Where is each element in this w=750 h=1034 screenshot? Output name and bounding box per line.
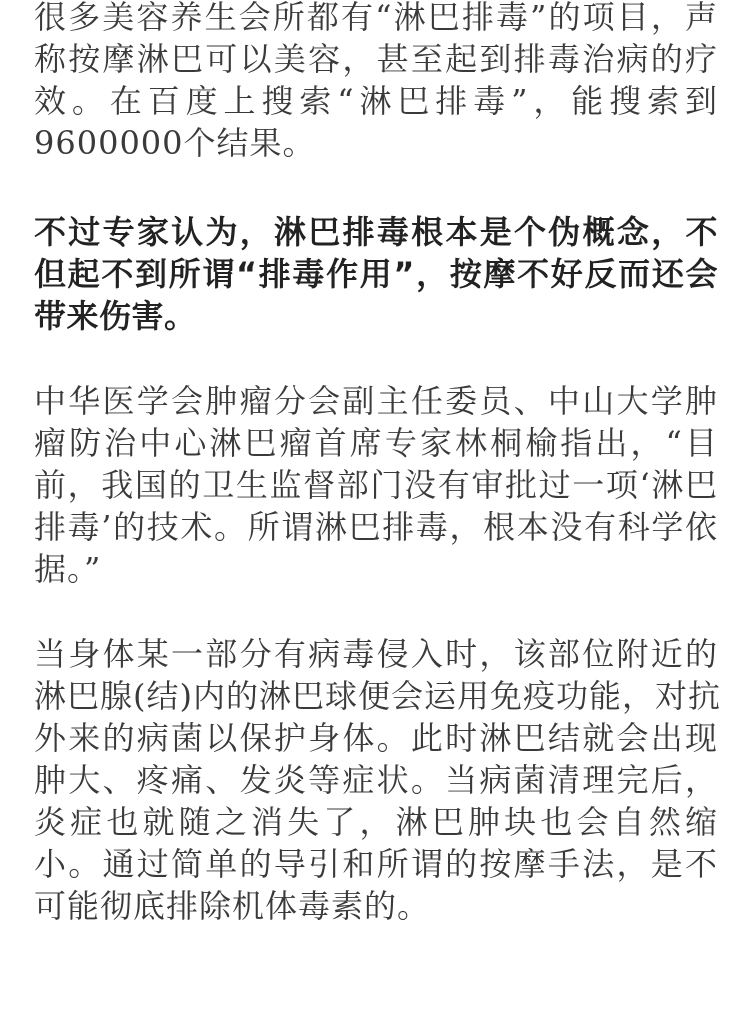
text-line: 不过专家认为，淋巴排毒根本是个伪概念，不 xyxy=(34,213,718,251)
text-line: 前，我国的卫生监督部门没有审批过一项‘淋巴 xyxy=(34,466,718,504)
text-line: 炎症也就随之消失了，淋巴肿块也会自然缩 xyxy=(34,803,718,841)
text-line: 效。在百度上搜索“淋巴排毒”，能搜索到 xyxy=(34,82,718,120)
text-line: 瘤防治中心淋巴瘤首席专家林桐榆指出，“目 xyxy=(34,424,718,462)
text-line: 肿大、疼痛、发炎等症状。当病菌清理完后， xyxy=(34,761,718,799)
article-body xyxy=(34,0,721,970)
text-line: 称按摩淋巴可以美容，甚至起到排毒治病的疗 xyxy=(34,40,718,78)
paragraph-expert-opinion xyxy=(34,211,718,337)
paragraph-quote xyxy=(34,380,718,590)
text-line: 但起不到所谓“排毒作用”，按摩不好反而还会 xyxy=(34,255,718,293)
paragraph-intro xyxy=(34,0,718,164)
text-line: 当身体某一部分有病毒侵入时，该部位附近的 xyxy=(34,635,718,673)
text-line: 淋巴腺(结)内的淋巴球便会运用免疫功能，对抗 xyxy=(34,677,721,715)
paragraph-lymph-explanation xyxy=(34,633,721,927)
text-line: 小。通过简单的导引和所谓的按摩手法，是不 xyxy=(34,845,718,883)
text-line: 带来伤害。 xyxy=(34,297,197,335)
text-line: 可能彻底排除机体毒素的。 xyxy=(34,887,431,925)
text-line: 外来的病菌以保护身体。此时淋巴结就会出现 xyxy=(34,719,718,757)
text-line: 排毒’的技术。所谓淋巴排毒，根本没有科学依 xyxy=(34,508,718,546)
text-line: 中华医学会肿瘤分会副主任委员、中山大学肿 xyxy=(34,382,718,420)
text-line: 据。” xyxy=(34,550,102,588)
text-line: 很多美容养生会所都有“淋巴排毒”的项目，声 xyxy=(34,0,718,36)
text-line: 9600000个结果。 xyxy=(34,124,316,162)
